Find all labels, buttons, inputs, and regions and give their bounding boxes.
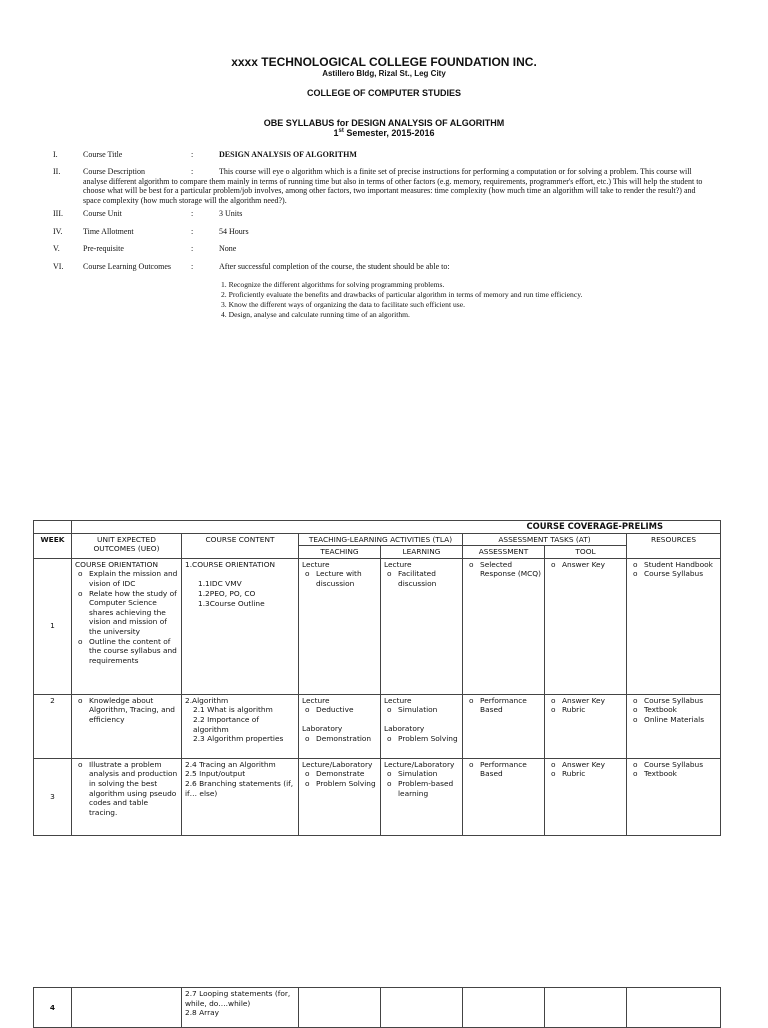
table-row [34, 758, 721, 835]
tool-cell [545, 758, 627, 835]
title-num: I. [53, 150, 58, 159]
list-item: o Answer Key [562, 696, 623, 706]
header-resources: RESOURCES [627, 533, 721, 558]
list-item: o Demonstration [316, 734, 377, 744]
learning-cell [381, 694, 463, 758]
header-assessment: ASSESSMENT [463, 546, 545, 559]
header-at: ASSESSMENT TASKS (AT) [463, 533, 627, 546]
learning-cell [381, 758, 463, 835]
assessment-cell [463, 988, 545, 1028]
list-item: o Selected Response (MCQ) [480, 560, 541, 579]
header-content: COURSE CONTENT [182, 533, 299, 558]
content-line: 1.2PEO, PO, CO [198, 588, 256, 598]
prereq-label: Pre-requisite [83, 244, 124, 253]
unit-colon: : [191, 209, 194, 218]
title-colon: : [191, 150, 194, 159]
content-line: 2.3 Algorithm properties [193, 734, 284, 744]
header-teaching: TEACHING [299, 546, 381, 559]
table-row [34, 988, 721, 1028]
list-item: o Course Syllabus [644, 760, 717, 770]
time-colon: : [191, 227, 194, 236]
time-num: IV. [53, 227, 63, 236]
resources-cell [627, 988, 721, 1028]
content-line: 2.6 Branching statements (if, if… else) [185, 778, 294, 798]
header-week: WEEK [34, 533, 72, 558]
list-item: o Relate how the study of Computer Science shares achieving the vision and mission of the university [89, 589, 178, 637]
list-item: o Knowledge about Algorithm, Tracing, and efficiency [89, 696, 178, 725]
ueo-title: COURSE ORIENTATION [75, 559, 159, 569]
list-item: o Textbook [644, 769, 717, 779]
outcomes-label: Course Learning Outcomes [83, 262, 171, 271]
outcome-list [221, 280, 582, 320]
list-item: o Answer Key [562, 560, 623, 570]
learning-cell [381, 558, 463, 694]
prereq-value: None [219, 244, 237, 253]
list-item: o Rubric [562, 769, 623, 779]
list-item: o Facilitated discussion [398, 569, 459, 588]
list-item: o Rubric [562, 705, 623, 715]
outcome-item: 2. Proficiently evaluate the benefits and drawbacks of particular algorithm in terms of memory and run time efficiency. [221, 290, 583, 299]
content-line: 2.Algorithm [185, 695, 229, 705]
header-learning: LEARNING [381, 546, 463, 559]
outcome-item: 3. Know the different ways of organizing the data to facilitate such efficient use. [221, 300, 465, 309]
list-item: o Course Syllabus [644, 569, 717, 579]
learning-title: Lecture/Laboratory [384, 759, 455, 769]
prereq-num: V. [53, 244, 60, 253]
semester-number: 1 [333, 128, 339, 138]
tool-cell [545, 988, 627, 1028]
syllabus-title: OBE SYLLABUS for DESIGN ANALYSIS OF ALGORITHM [263, 118, 505, 128]
list-item: o Problem-based learning [398, 779, 459, 798]
list-item: o Simulation [398, 769, 459, 779]
outcomes-colon: : [191, 262, 194, 271]
teaching-title: Laboratory [302, 723, 343, 733]
time-label: Time Allotment [83, 227, 134, 236]
title-label: Course Title [83, 150, 123, 159]
header-tla: TEACHING-LEARNING ACTIVITIES (TLA) [299, 533, 463, 546]
content-line: 1.3Course Outline [198, 598, 265, 608]
list-item: o Answer Key [562, 760, 623, 770]
content-cell [182, 988, 299, 1028]
desc-colon: : [191, 167, 194, 176]
content-line: 1.1IDC VMV [198, 579, 242, 589]
course-description [83, 167, 715, 205]
outcomes-num: VI. [53, 262, 64, 271]
learning-title: Lecture [384, 695, 412, 705]
list-item: o Illustrate a problem analysis and production in solving the best algorithm using pseudo codes and table tracing. [89, 760, 178, 818]
list-item: o Course Syllabus [644, 696, 717, 706]
ueo-cell [72, 758, 182, 835]
assessment-cell [463, 758, 545, 835]
semester-text: Semester, 2015-2016 [343, 128, 435, 138]
week-cell: 1 [34, 558, 72, 694]
table-row [34, 694, 721, 758]
list-item: o Problem Solving [316, 779, 377, 789]
list-item: o Student Handbook [644, 560, 717, 570]
list-item: o Demonstrate [316, 769, 377, 779]
teaching-cell [299, 694, 381, 758]
course-title: DESIGN ANALYSIS OF ALGORITHM [219, 150, 357, 159]
content-line: 2.2 Importance of algorithm [193, 714, 259, 734]
list-item: o Online Materials [644, 715, 717, 725]
semester [0, 128, 768, 138]
outcome-item: 4. Design, analyse and calculate running time of an algorithm. [221, 310, 410, 319]
list-item: o Explain the mission and vision of IDC [89, 569, 178, 588]
content-line: 2.8 Array [185, 1008, 220, 1018]
content-cell [182, 558, 299, 694]
content-line: 1.COURSE ORIENTATION [185, 559, 276, 569]
tool-cell [545, 558, 627, 694]
time-value: 54 Hours [219, 227, 249, 236]
header-tool: TOOL [545, 546, 627, 559]
resources-cell [627, 558, 721, 694]
learning-title: Laboratory [384, 723, 425, 733]
list-item: o Performance Based [480, 760, 541, 779]
department-name: COLLEGE OF COMPUTER STUDIES [306, 88, 461, 98]
teaching-title: Lecture [302, 695, 330, 705]
header-ueo: UNIT EXPECTED OUTCOMES (UEO) [72, 533, 182, 558]
unit-label: Course Unit [83, 209, 122, 218]
institution-address: Astillero Bldg, Rizal St., Leg City [322, 69, 446, 78]
tool-cell [545, 694, 627, 758]
resources-cell [627, 758, 721, 835]
week-cell: 3 [34, 758, 72, 835]
content-line: 2.1 What is algorithm [193, 705, 273, 715]
desc-text: This course will eye o algorithm which is a finite set of precise instructions for performing a computation or for solving a problem. This course will analyse different algorithm to compare them mainly in terms of running time but also in terms of other factors (e.g. memory, requirements, programmer's effort, etc.) This will help the student to choose what will be best for a particular problem/job involves, among other factors, two important measures: time complexity (how much time an algorithm will take to render the result?) and space complexity (how much storage will the algorithm need?). [83, 167, 703, 205]
list-item: o Outline the content of the course syllabus and requirements [89, 637, 178, 666]
desc-label: Course Description [83, 167, 145, 176]
prereq-colon: : [191, 244, 194, 253]
teaching-cell [299, 988, 381, 1028]
teaching-title: Lecture/Laboratory [302, 759, 373, 769]
content-line: 2.5 Input/output [185, 769, 246, 779]
content-line: 2.7 Looping statements (for, while, do….while) [185, 989, 291, 1008]
content-line: 2.4 Tracing an Algorithm [185, 759, 276, 769]
table-caption-spacer [34, 521, 72, 534]
institution-name: xxxx TECHNOLOGICAL COLLEGE FOUNDATION INC. [231, 55, 537, 69]
semester-ordinal: st [338, 128, 344, 134]
list-item: o Lecture with discussion [316, 569, 377, 588]
learning-cell [381, 988, 463, 1028]
learning-title: Lecture [384, 559, 412, 569]
teaching-cell [299, 758, 381, 835]
ueo-cell [72, 988, 182, 1028]
teaching-cell [299, 558, 381, 694]
content-cell [182, 694, 299, 758]
list-item: o Textbook [644, 705, 717, 715]
course-coverage-table-continued [33, 987, 721, 1028]
resources-cell [627, 694, 721, 758]
table-row [34, 558, 721, 694]
assessment-cell [463, 558, 545, 694]
ueo-cell [72, 694, 182, 758]
content-cell [182, 758, 299, 835]
list-item: o Simulation [398, 705, 459, 715]
ueo-cell [72, 558, 182, 694]
week-cell: 2 [34, 694, 72, 758]
week-cell: 4 [34, 988, 72, 1028]
unit-num: III. [53, 209, 63, 218]
unit-value: 3 Units [219, 209, 243, 218]
desc-num: II. [53, 167, 61, 176]
outcomes-intro: After successful completion of the course, the student should be able to: [219, 262, 450, 271]
course-coverage-table [33, 520, 721, 836]
assessment-cell [463, 694, 545, 758]
outcome-item: 1. Recognize the different algorithms for solving programming problems. [221, 280, 445, 289]
list-item: o Deductive [316, 705, 377, 715]
list-item: o Performance Based [480, 696, 541, 715]
table-caption: COURSE COVERAGE-PRELIMS [72, 521, 721, 534]
teaching-title: Lecture [302, 559, 330, 569]
list-item: o Problem Solving [398, 734, 459, 744]
